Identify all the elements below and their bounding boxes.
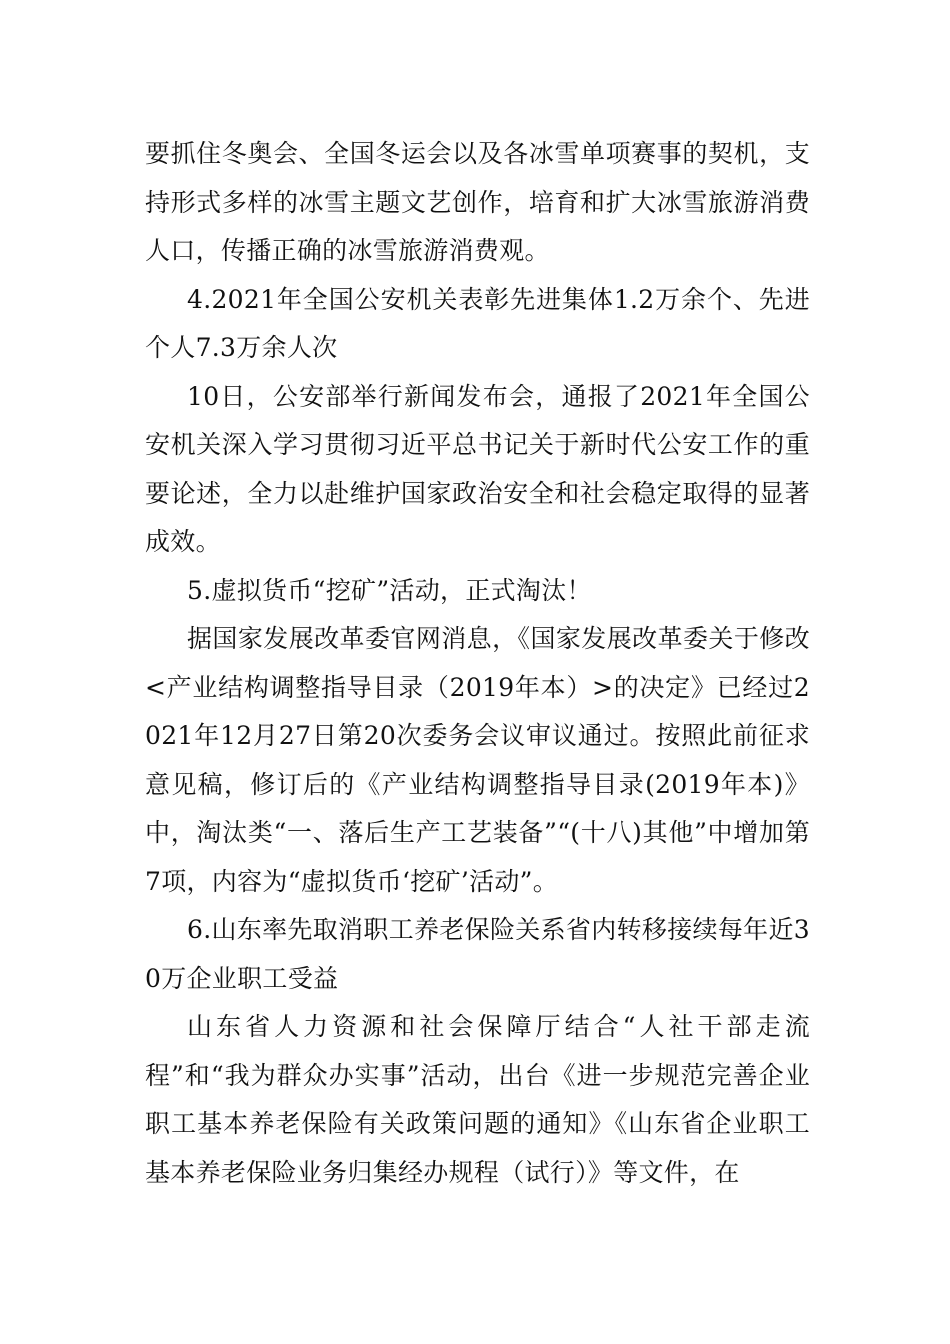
paragraph-item-4: 10日，公安部举行新闻发布会，通报了2021年全国公安机关深入学习贯彻习近平总书记关于新时代公安工作的重要论述，全力以赴维护国家政治安全和社会稳定取得的显著成效。 xyxy=(145,381,810,556)
paragraph-intro: 要抓住冬奥会、全国冬运会以及各冰雪单项赛事的契机，支持形式多样的冰雪主题文艺创作，培育和扩大冰雪旅游消费人口，传播正确的冰雪旅游消费观。 xyxy=(145,139,810,265)
paragraph-item-6: 山东省人力资源和社会保障厅结合“人社干部走流程”和“我为群众办实事”活动，出台《进一步规范完善企业职工基本养老保险有关政策问题的通知》《山东省企业职工基本养老保险业务归集经办规程（试行）》等文件，在 xyxy=(145,1012,810,1187)
document-page xyxy=(145,130,810,1197)
heading-item-5: 5.虚拟货币“挖矿”活动，正式淘汰！ xyxy=(187,575,592,605)
heading-item-6: 6.山东率先取消职工养老保险关系省内转移接续每年近30万企业职工受益 xyxy=(145,915,810,993)
heading-item-4: 4.2021年全国公安机关表彰先进集体1.2万余个、先进个人7.3万余人次 xyxy=(145,284,810,362)
paragraph-item-5: 据国家发展改革委官网消息，《国家发展改革委关于修改<产业结构调整指导目录（2019年本）>的决定》已经过2021年12月27日第20次委务会议审议通过。按照此前征求意见稿，修订后的《产业结构调整指导目录(2019年本)》中，淘汰类“一、落后生产工艺装备”“(十八)其他”中增加第7项，内容为“虚拟货币‘挖矿’活动”。 xyxy=(145,624,810,896)
